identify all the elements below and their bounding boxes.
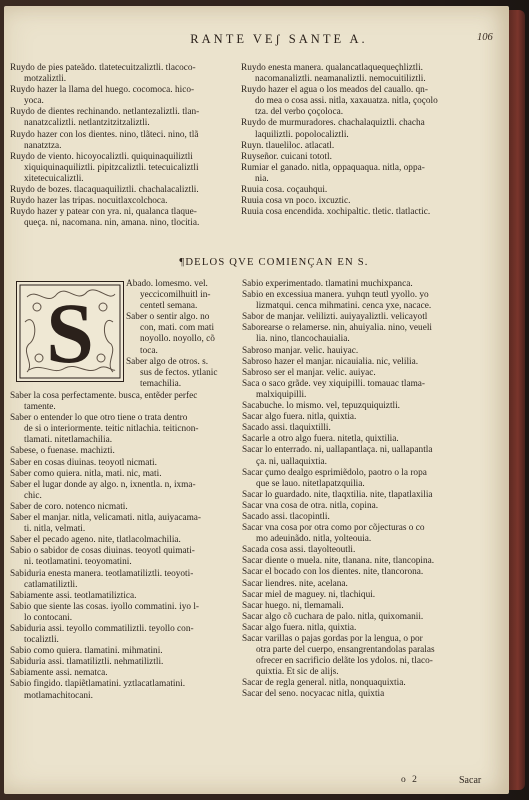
text-line: Sacada cosa assi. tlayolteoutli. xyxy=(242,545,356,556)
text-line: yoca. xyxy=(24,96,44,107)
text-line: Sabroso ser el manjar. velic. auiyac. xyxy=(242,367,376,378)
text-line: ti. nitla, velmati. xyxy=(24,524,86,535)
column-beside-initial xyxy=(126,279,234,390)
text-line: Saca o saco grãde. vey xiquipilli. tomauac tlama- xyxy=(242,378,426,389)
text-line: tlamati. nitetlamachilia. xyxy=(24,435,113,446)
text-line: Ruydo de viento. hicoyocaliztli. quiquinaquiliztli xyxy=(10,151,193,162)
page-number: 106 xyxy=(477,32,493,43)
text-line: Sacar algo cõ cuchara de palo. nitla, quixomanii. xyxy=(242,611,424,622)
text-line: Sabio como quiera. tlamatini. mihmatini. xyxy=(10,646,163,657)
text-line: Sacar del seno. nocyacac nitla, quixtia xyxy=(242,689,385,700)
text-line: Saber algo de otros. s. xyxy=(126,356,209,367)
text-line: Ruydo hazer la llama del huego. cocomoca. hico- xyxy=(10,85,195,96)
text-line: lizmatqui. cenca mihmatini. cenca yxe, nacace. xyxy=(256,301,432,312)
text-line: Sacar algo fuera. nitla, quixtia. xyxy=(242,412,357,423)
text-line: Sacarle a otro algo fuera. nitetla, quixtilia. xyxy=(242,434,399,445)
text-line: centetl semana. xyxy=(140,301,198,312)
text-line: Sacabuche. lo mismo. vel, tepuzquiquiztli. xyxy=(242,401,401,412)
text-line: nanatztza. xyxy=(24,140,62,151)
text-line: Sacar vna cosa por otra como por cõjecturas o co xyxy=(242,523,425,534)
column-bottom-right xyxy=(242,279,502,701)
text-line: mo adeuinãdo. nitla, yolteouia. xyxy=(256,534,372,545)
text-line: nanatzcaliztli. netlantzitzitzaliztli. xyxy=(24,118,150,129)
text-line: Ruydo hazer el agua o los meados del cauallo. qn- xyxy=(241,85,428,96)
text-line: Sacado assi. tlacopintli. xyxy=(242,511,330,522)
initial-letter: S xyxy=(46,285,94,381)
text-line: temachilia. xyxy=(140,378,182,389)
text-line: chic. xyxy=(24,490,42,501)
text-line: queça. ni, nacomana. nin, amana. nino, tlocitia. xyxy=(24,218,200,229)
text-line: xiquiquinaquiliztli. pipitzcaliztli. tetecuicaliztli xyxy=(24,162,199,173)
text-line: lo contocani. xyxy=(24,612,73,623)
text-line: Sabio que siente las cosas. iyollo commatini. iyo l- xyxy=(10,601,200,612)
running-head: RANTE VEʃ SANTE A. xyxy=(190,32,368,46)
text-line: Sabiduria assi. tlamatiliztli. nehmatiliztli. xyxy=(10,657,164,668)
text-line: Saber o entender lo que otro tiene o trata dentro xyxy=(10,413,188,424)
text-line: ça. ni, uallaquixtia. xyxy=(256,456,327,467)
decorated-initial-s-icon xyxy=(16,281,124,382)
text-line: otra parte del cuerpo, ensangrentandolas paralas xyxy=(256,645,435,656)
text-line: Ruydo de murmuradores. chachalaquiztli. chacha xyxy=(241,118,425,129)
text-line: Sacar varillas o pajas gordas por la lengua, o por xyxy=(242,634,423,644)
text-line: xitetecuicaliztli. xyxy=(24,173,84,184)
text-line: Ruyseñor. cuicani tototl. xyxy=(241,151,332,162)
text-line: Sabiduria enesta manera. teotlamatiliztli. teoyoti- xyxy=(10,568,194,579)
text-line: con, mati. com mati xyxy=(140,323,215,334)
column-bottom-left xyxy=(10,391,232,702)
text-line: Saber la cosa perfectamente. busca, entẽder perfec xyxy=(10,391,198,401)
text-line: yeccicomilhuitl in- xyxy=(140,290,211,301)
text-line: Sacar diente o muela. nite, tlanana. nite, tlancopina. xyxy=(242,556,435,567)
text-line: Sacar miel de maguey. ni, tlachiqui. xyxy=(242,589,376,600)
signature-mark: o 2 xyxy=(401,775,419,785)
text-line: quixtia. Et sic de alijs. xyxy=(256,667,339,678)
text-line: nacomanaliztli. neamanaliztli. nemocuitiliztli. xyxy=(255,74,426,85)
text-line: Sacar huego. ni, tlemamali. xyxy=(242,600,344,611)
book-edge xyxy=(509,10,525,790)
text-line: Sabio fingido. tlapiẽtlamatini. yztlacatlamatini. xyxy=(10,679,186,690)
text-line: de si o interiormente. teitic nitlachia. teiticnon- xyxy=(24,424,199,435)
text-line: Sabroso hazer el manjar. nicauialia. nic, velilia. xyxy=(242,356,419,367)
text-line: Sabio experimentado. tlamatini muchixpanca. xyxy=(242,279,413,289)
text-line: motlamachitocani. xyxy=(24,690,93,701)
text-line: Saber o sentir algo. no xyxy=(126,312,210,323)
text-line: Ruydo de pies pateãdo. tlatetecuitzaliztli. tlacoco- xyxy=(10,63,196,73)
book-page xyxy=(4,6,509,794)
text-line: do mea o cosa assi. nitla, xaxauatza. nitla, çoçolo xyxy=(255,96,438,107)
text-line: Sabiamente assi. nematca. xyxy=(10,668,108,679)
catchword: Sacar xyxy=(459,775,482,786)
text-line: Sacar çumo dealgo esprimiẽdolo, paotro o la ropa xyxy=(242,467,427,478)
text-line: Ruuia cosa vn poco. ixcuztic. xyxy=(241,196,351,207)
column-top-left xyxy=(10,63,232,229)
text-line: Sacar algo fuera. nitla, quixtia. xyxy=(242,622,357,633)
text-line: tza. del verbo çoçoloca. xyxy=(255,107,344,118)
text-line: Sabiamente assi. teotlamatiliztica. xyxy=(10,590,137,601)
text-line: Saber de coro. notenco nicmati. xyxy=(10,501,128,512)
text-line: Sabio en excessiua manera. yuhqn teutl yyollo. yo xyxy=(242,290,429,301)
text-line: Sacar vna cosa de otra. nitla, copina. xyxy=(242,500,379,511)
text-line: motzaliztli. xyxy=(24,74,67,85)
text-line: Sabroso manjar. velic. hauiyac. xyxy=(242,345,359,356)
column-top-right xyxy=(241,63,496,218)
text-line: tocaliztli. xyxy=(24,635,59,646)
text-line: Rumiar el ganado. nitla, oppaquaqua. nitla, oppa- xyxy=(241,162,425,173)
text-line: ofrecer en sacrificio delãte los ydolos. ni, tlaco- xyxy=(256,656,433,667)
text-line: tamente. xyxy=(24,402,56,413)
text-line: Sabiduria assi. teyollo commatiliztli. teyollo con- xyxy=(10,623,194,634)
text-line: noyollo. noyollo, cõ xyxy=(140,334,215,345)
text-line: Saber como quiera. nitla, mati. nic, mati. xyxy=(10,468,162,479)
text-line: Ruydo enesta manera. qualancatlaquequeçhliztli. xyxy=(241,63,423,73)
text-line: Sacar lo enterrado. ni, uallapantlaça. ni, uallapantla xyxy=(242,445,433,456)
text-line: Ruydo de dientes rechinando. netlantezaliztli. tlan- xyxy=(10,107,200,118)
text-line: toca. xyxy=(140,345,158,356)
text-line: Sacar liendres. nite, acelana. xyxy=(242,578,348,589)
text-line: sus de fectos. ytlanic xyxy=(140,367,218,378)
text-line: Saber el pecado ageno. nite, tlatlacolmachilia. xyxy=(10,535,181,546)
text-line: Sabese, o fuenase. machizti. xyxy=(10,446,115,457)
text-line: Sabor de manjar. velilizti. auiyayaliztli. velicayotl xyxy=(242,312,428,323)
text-line: Sabio o sabidor de cosas diuinas. teoyotl quimati- xyxy=(10,546,195,557)
text-line: Ruydo hazer las tripas. nocuitlaxcolchoca. xyxy=(10,196,168,207)
text-line: Ruydo hazer con los dientes. nino, tlãteci. nino, tlã xyxy=(10,129,199,140)
text-line: Sacado assi. tlaquixtilli. xyxy=(242,423,331,434)
text-line: Sacar lo guardado. nite, tlaqxtilia. nite, tlapatlaxilia xyxy=(242,489,433,500)
text-line: Ruydo de bozes. tlacaquaquiliztli. chachalacaliztli. xyxy=(10,185,199,196)
text-line: Saber el manjar. nitla, velicamati. nitla, auiyacama- xyxy=(10,513,202,524)
text-line: que se lauo. nitetlapatzquilia. xyxy=(256,478,365,489)
text-line: Ruuia cosa. coçauhqui. xyxy=(241,185,328,196)
text-line: Saborearse o relamerse. nin, ahuiyalia. nino, veueli xyxy=(242,323,433,334)
text-line: ni. teotlamatini. teoyomatini. xyxy=(24,557,132,568)
text-line: malxiquipilli. xyxy=(256,389,307,400)
section-heading: ¶DELOS QVE COMIENÇAN EN S. xyxy=(179,257,369,268)
text-line: Sacar el bocado con los dientes. nite, tlancorona. xyxy=(242,567,424,578)
text-line: catlamatiliztli. xyxy=(24,579,78,590)
text-line: lia. nino, tlancochauialia. xyxy=(256,334,350,345)
text-line: Saber el lugar donde ay algo. n, ixnentla. n, ixma- xyxy=(10,479,196,490)
text-line: Sacar de regla general. nitla, nonquaquixtia. xyxy=(242,678,406,689)
text-line: Ruyn. tlaueliloc. atlacatl. xyxy=(241,140,335,151)
text-line: nia. xyxy=(255,173,269,184)
text-line: Ruydo hazer y patear con yra. ni, qualanca tlaque- xyxy=(10,207,197,218)
text-line: laquiliztli. popolocaliztli. xyxy=(255,129,349,140)
text-line: Abado. lomesmo. vel. xyxy=(126,279,208,289)
text-line: Saber en cosas diuinas. teoyotl nicmati. xyxy=(10,457,157,468)
text-line: Ruuia cosa encendida. xochipaltic. tletic. tlatlactic. xyxy=(241,207,431,218)
